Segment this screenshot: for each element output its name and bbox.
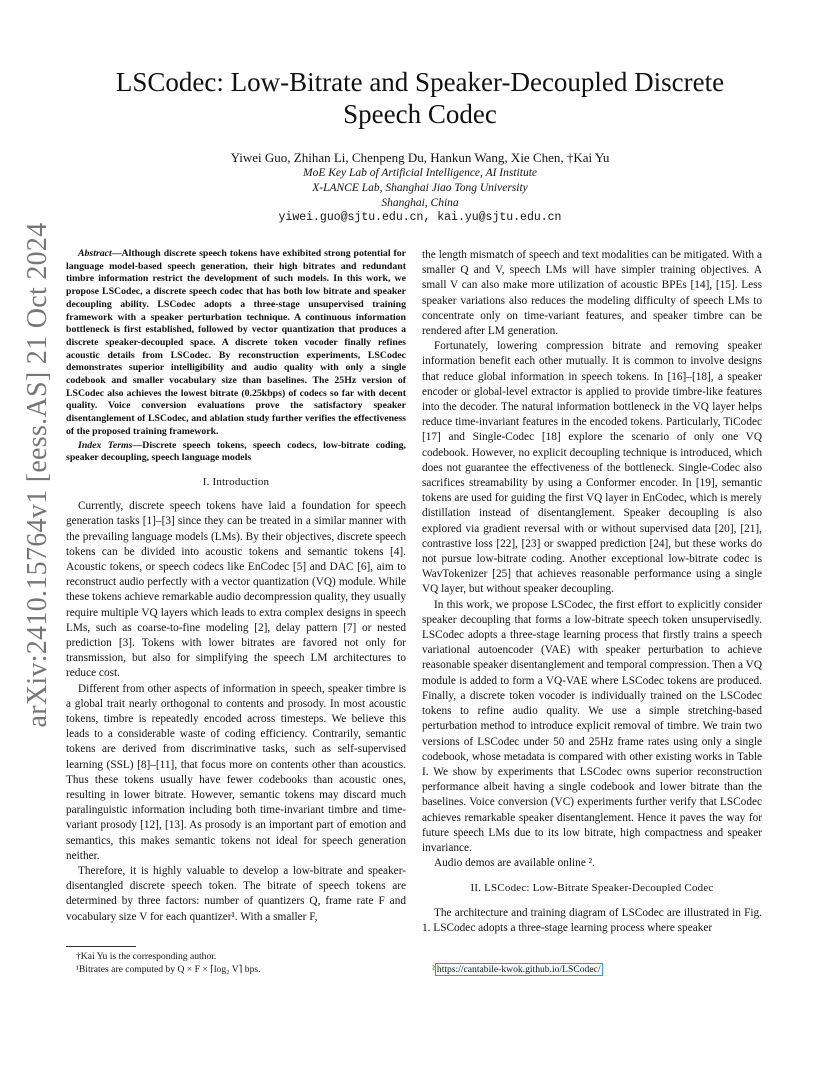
footnote-mark: ² [432,964,435,975]
audio-demo-note: Audio demos are available online ². [434,857,595,870]
paper-title: LSCodec: Low-Bitrate and Speaker-Decoupled Discrete Speech Codec [115,67,725,129]
footnote-demo-url [432,963,603,976]
section-heading-introduction: I. Introduction [202,475,270,488]
intro-paragraph-4: the length mismatch of speech and text modalities can be mitigated. With a smaller Q and V, speech LMs will have simpler training objectives. A small V can also make more utilization of acoustic BPEs [14], [15]. Less speaker variations also reduces the modeling difficulty of speech LMs to concentrate only on time-variant features, and speaker timbre can be rendered after LM generation. [422,249,762,338]
author-list: Yiwei Guo, Zhihan Li, Chenpeng Du, Hankun Wang, Xie Chen, †Kai Yu [230,150,610,165]
right-column [422,248,762,936]
intro-paragraph-1: Currently, discrete speech tokens have laid a foundation for speech generation tasks [1]–[3] since they can be treated in a similar manner with the prevailing language models (LMs). By their objectives, discrete speech tokens can be divided into acoustic tokens and semantic tokens [4]. Acoustic tokens, or speech codecs like EnCodec [5] and DAC [6], aim to reconstruct audio perfectly with a vector quantization (VQ) module. While these tokens achieve remarkable audio decompression quality, they usually require multiple VQ layers which leads to extra complex designs in speech LMs, such as coarse-to-fine modeling [2], delay pattern [7] or nested prediction [3]. Tokens with lower bitrates are favored not only for transmission, but also for simplifying the speech LM architectures to reduce cost. [66,500,406,680]
demo-link[interactable]: https://cantabile-kwok.github.io/LSCodec/ [436,964,601,975]
footnote-corresponding-author: †Kai Yu is the corresponding author. [76,951,217,962]
abstract [66,248,406,439]
index-terms-label: Index Terms [78,439,133,451]
intro-paragraph-3: Therefore, it is highly valuable to develop a low-bitrate and speaker-disentangled discrete speech token. The bitrate of speech tokens are determined by three factors: number of quantizers Q, frame rate F and vocabulary size V for each quantizer¹. With a smaller F, [66,865,406,923]
intro-paragraph-5: Fortunately, lowering compression bitrate and removing speaker information benefit each other mutually. It is common to involve designs that reduce global information in speech tokens. In [16]–[18], a speaker encoder or global-level extractor is applied to provide timbre-like features into the decoder. The natural information bottleneck in the VQ layer helps reduce time-invariant features in the encoded tokens. Particularly, TiCodec [17] and Single-Codec [18] explore the scenario of only one VQ codebook. However, no explicit decoupling technique is introduced, which does not guarantee the effectiveness of the bottleneck. Single-Codec also sacrifices streamability by using a Conformer encoder. In [19], semantic tokens are used for guiding the first VQ layer in EnCodec, which is merely distillation instead of disentanglement. Speaker decoupling is also explored via gradient reversal with or without supervised data [20], [21], contrastive loss [22], [23] or swapped prediction [24], but these works do not pursue low-bitrate coding. Another exceptional low-bitrate codec is WavTokenizer [25] that achieves reasonable performance using a single VQ layer, but without speaker decoupling. [422,340,762,596]
index-terms-text: —Discrete speech tokens, speech codecs, low-bitrate coding, speaker decoupling, speech language models [66,439,406,464]
left-column [66,248,406,925]
abstract-text: —Although discrete speech tokens have exhibited strong potential for language model-based speech generation, their high bitrates and redundant timbre information restrict the development of such models. In this work, we propose LSCodec, a discrete speech codec that has both low bitrate and speaker decoupling ability. LSCodec adopts a three-stage unsupervised training framework with a speaker perturbation technique. A continuous information bottleneck is first established, followed by vector quantization that produces a discrete speaker-decoupled space. A discrete token vocoder finally refines acoustic details from LSCodec. By reconstruction experiments, LSCodec demonstrates superior intelligibility and audio quality with only a single codebook and smaller vocabulary size than baselines. The 25Hz version of LSCodec also achieves the lowest bitrate (0.25kbps) of codecs so far with decent quality. Voice conversion evaluations prove the satisfactory speaker disentanglement of LSCodec, and ablation study further verifies the effectiveness of the proposed training framework. [66,248,406,437]
footnote-divider [66,946,136,947]
abstract-label: Abstract [78,248,112,259]
affiliation-2: X-LANCE Lab, Shanghai Jiao Tong University [312,182,528,194]
section-heading-lscodec: II. LSCodec: Low-Bitrate Speaker-Decoupled Codec [470,882,714,895]
affiliation-3: Shanghai, China [381,197,459,209]
intro-paragraph-6: In this work, we propose LSCodec, the first effort to explicitly consider speaker decoupling that forms a low-bitrate speech token unsupervisedly. LSCodec adopts a three-stage learning process that firstly trains a speech variational autoencoder (VAE) with speaker perturbation to achieve reasonable speaker disentanglement and temporal compression. Then a VQ module is added to form a VQ-VAE where LSCodec tokens are produced. Finally, a discrete token vocoder is individually trained on the LSCodec tokens to refine audio quality. We use a simple stretching-based perturbation method to introduce explicit removal of timbre. We train two versions of LSCodec under 50 and 25Hz frame rates using only a single codebook, whose metadata is compared with other existing works in Table I. We show by experiments that LSCodec owns superior reconstruction performance albeit having a single codebook and lower bitrate than the baselines. Voice conversion (VC) experiments further verify that LSCodec achieves remarkable speaker disentanglement. Hence it paves the way for future speech LMs due to its low bitrate, high compactness and speaker invariance. [422,598,762,854]
footnote-bitrate: ¹Bitrates are computed by Q × F × ⌈log₂ V⌉ bps. [76,964,261,975]
intro-paragraph-2: Different from other aspects of information in speech, speaker timbre is a global trait nearly orthogonal to contents and prosody. In most acoustic tokens, timbre is repeatedly encoded across timesteps. We believe this leads to a considerable waste of coding efficiency. Contrarily, semantic tokens are derived from discriminative tasks, such as self-supervised learning (SSL) [8]–[11], that focus more on contents other than acoustics. Thus these tokens usually have fewer codebooks than acoustic ones, resulting in lower bitrate. However, semantic tokens may discard much paralinguistic information including both time-invariant timbre and time-variant prosody [12], [13]. As prosody is an important part of emotion and semantics, this makes semantic tokens not ideal for speech generation neither. [66,682,406,862]
section2-paragraph-1: The architecture and training diagram of LSCodec are illustrated in Fig. 1. LSCodec adopts a three-stage learning process where speaker [422,906,762,934]
affiliation-1: MoE Key Lab of Artificial Intelligence, AI Institute [302,167,537,179]
arxiv-identifier: arXiv:2410.15764v1 [eess.AS] 21 Oct 2024 [22,222,53,728]
index-terms [66,440,406,465]
author-emails: yiwei.guo@sjtu.edu.cn, kai.yu@sjtu.edu.cn [278,211,562,224]
arxiv-sidebar [14,222,62,728]
